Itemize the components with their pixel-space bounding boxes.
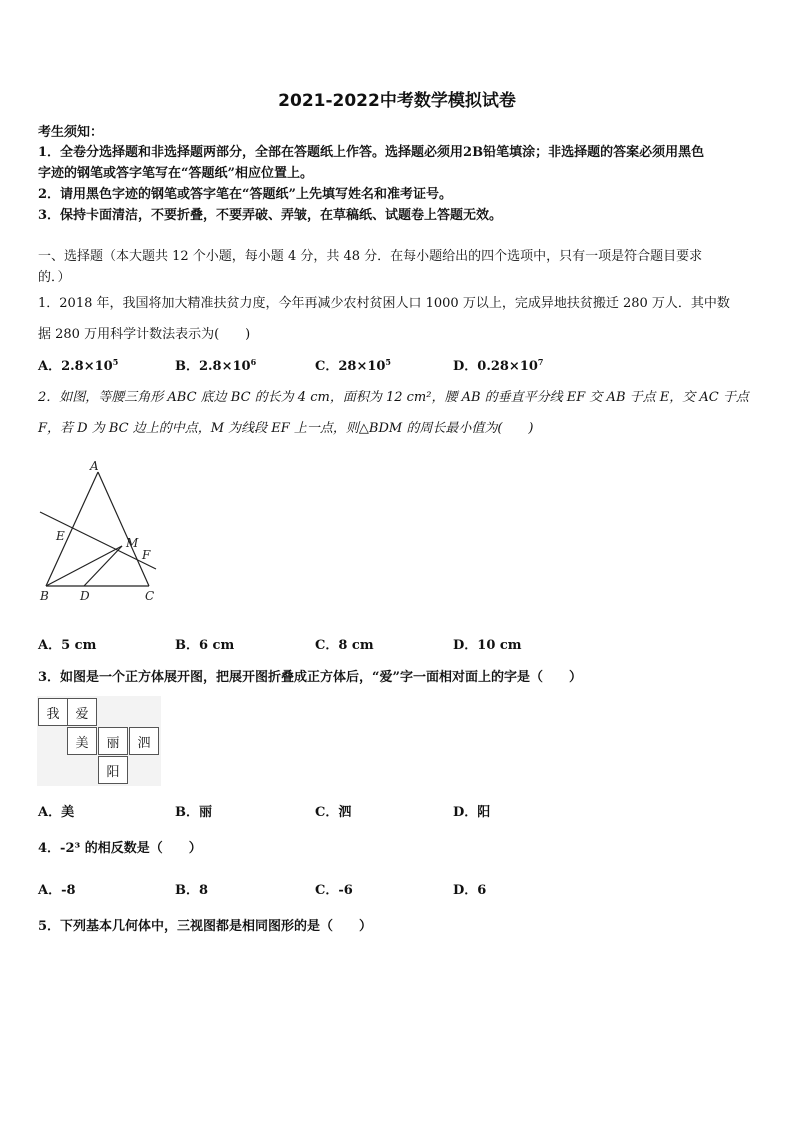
q2-option-a: A．5 cm	[38, 638, 97, 653]
label-e: E	[56, 529, 65, 543]
net-cell-ai: 爱	[67, 698, 97, 726]
q1-option-a: A．$2.8\times 10^5$	[38, 357, 119, 374]
q2-option-d: D．10 cm	[453, 638, 522, 653]
label-a: A	[90, 459, 99, 473]
q1-option-d: D．$0.28\times 10^7$	[453, 357, 544, 374]
q3-option-b: B．丽	[175, 805, 212, 820]
notice-line-1: 1．全卷分选择题和非选择题两部分，全部在答题纸上作答。选择题必须用2B铅笔填涂；非选择题的答案必须用黑色	[38, 145, 705, 160]
q3-option-d: D．阳	[453, 805, 491, 820]
q1-option-c: C．$28\times 10^5$	[315, 357, 391, 374]
section-heading-line-1: 一、选择题（本大题共 12 个小题，每小题 4 分，共 48 分．在每小题给出的四个选项中，只有一项是符合题目要求	[38, 249, 703, 264]
segment-ab	[46, 472, 98, 586]
q1-line-1: 1．2018 年，我国将加大精准扶贫力度，今年再减少农村贫困人口 1000 万以上，完成异地扶贫搬迁 280 万人．其中数	[38, 296, 730, 311]
q3-option-c: C．泗	[315, 805, 352, 820]
q2-line-1: 2．如图，等腰三角形 ABC 底边 BC 的长为 4 cm，面积为 12 cm²，腰 AB 的垂直平分线 EF 交 AB 于点 E，交 AC 于点	[38, 390, 749, 405]
notice-line-2: 字迹的钢笔或答字笔写在“答题纸”相应位置上。	[38, 166, 313, 181]
net-cell-mei: 美	[67, 727, 97, 755]
notice-heading: 考生须知：	[38, 125, 104, 140]
section-heading-line-2: 的．）	[38, 270, 71, 285]
net-cell-si: 泗	[129, 727, 159, 755]
q3-option-a: A．美	[38, 805, 75, 820]
q2-line-2: F，若 D 为 BC 边上的中点，M 为线段 EF 上一点，则△BDM 的周长最小值为( )	[38, 421, 534, 436]
q4-line-1: 4．-2³ 的相反数是（ ）	[38, 841, 202, 856]
segment-ac	[98, 472, 149, 586]
page-title: 2021-2022中考数学模拟试卷	[278, 91, 516, 111]
segment-dm	[84, 546, 122, 586]
triangle-figure	[36, 456, 166, 606]
notice-line-4: 3．保持卡面清洁，不要折叠，不要弄破、弄皱，在草稿纸、试题卷上答题无效。	[38, 208, 503, 223]
net-cell-wo: 我	[38, 698, 68, 726]
q2-option-b: B．6 cm	[175, 638, 235, 653]
label-b: B	[40, 589, 49, 603]
q4-option-d: D．6	[453, 883, 487, 898]
q1-line-2: 据 280 万用科学计数法表示为( )	[38, 327, 251, 342]
q4-option-b: B．8	[175, 883, 209, 898]
q4-option-c: C．-6	[315, 883, 353, 898]
segment-bm	[46, 546, 122, 586]
q1-option-b: B．$2.8\times 10^6$	[175, 357, 257, 374]
label-d: D	[80, 589, 90, 603]
q3-line-1: 3．如图是一个正方体展开图，把展开图折叠成正方体后，“爱”字一面相对面上的字是（ ）	[38, 670, 583, 685]
net-cell-yang: 阳	[98, 756, 128, 784]
q2-option-c: C．8 cm	[315, 638, 374, 653]
q4-option-a: A．-8	[38, 883, 76, 898]
net-cell-li: 丽	[98, 727, 128, 755]
q5-line-1: 5．下列基本几何体中，三视图都是相同图形的是（ ）	[38, 919, 373, 934]
label-m: M	[126, 536, 139, 550]
label-c: C	[145, 589, 155, 603]
label-f: F	[142, 548, 151, 562]
notice-line-3: 2．请用黑色字迹的钢笔或答字笔在“答题纸”上先填写姓名和准考证号。	[38, 187, 453, 202]
